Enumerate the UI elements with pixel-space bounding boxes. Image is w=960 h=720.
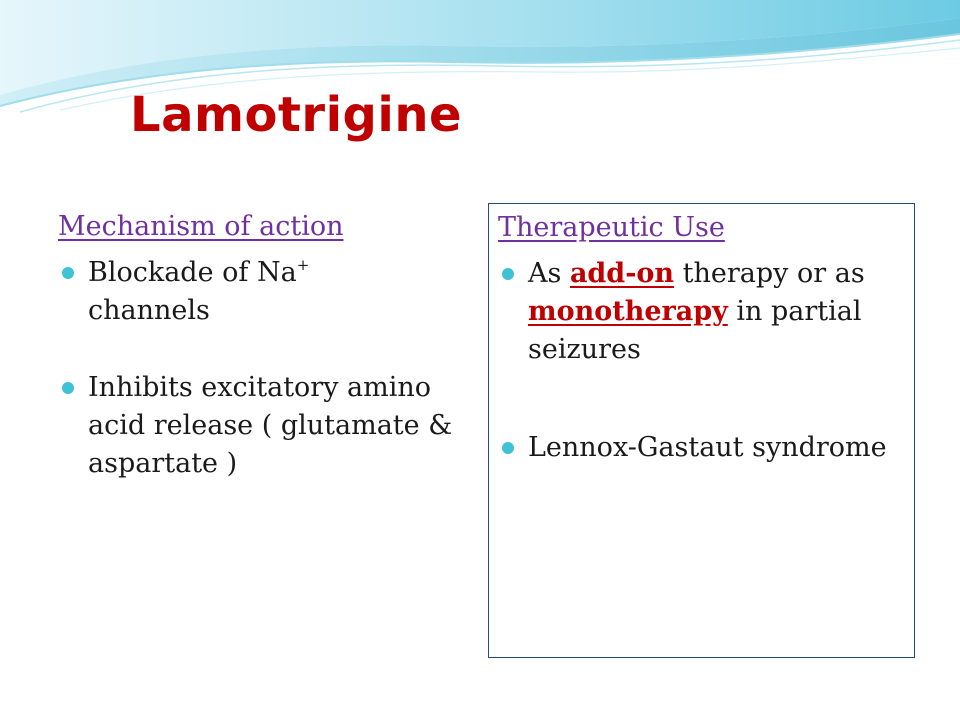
mechanism-item-1-continuation: channels bbox=[88, 295, 210, 326]
mechanism-list bbox=[58, 254, 473, 483]
therapeutic-use-box bbox=[488, 203, 915, 658]
therapeutic-item-1-part2: therapy or as bbox=[674, 258, 865, 289]
list-item bbox=[498, 429, 907, 467]
sodium-charge-superscript: + bbox=[296, 256, 310, 274]
add-on-highlight: add-on bbox=[569, 258, 675, 289]
therapeutic-item-1-part1: As bbox=[528, 258, 570, 289]
bullet-dot-icon bbox=[62, 267, 74, 279]
list-item bbox=[58, 254, 473, 330]
therapeutic-item-2-text: Lennox-Gastaut syndrome bbox=[528, 432, 887, 463]
mechanism-item-2-text: Inhibits excitatory amino acid release ( glutamate & aspartate ) bbox=[88, 372, 453, 479]
bullet-dot-icon bbox=[62, 382, 74, 394]
therapeutic-item-1-part3: in partial seizures bbox=[528, 296, 862, 365]
slide-title: Lamotrigine bbox=[130, 87, 463, 143]
monotherapy-highlight: monotherapy bbox=[528, 296, 728, 327]
list-item bbox=[498, 255, 907, 369]
bullet-dot-icon bbox=[502, 442, 514, 454]
mechanism-column bbox=[58, 203, 473, 483]
mechanism-item-1-text: Blockade of Na bbox=[88, 257, 297, 288]
therapeutic-heading: Therapeutic Use bbox=[498, 212, 725, 243]
therapeutic-list bbox=[498, 255, 907, 467]
bullet-dot-icon bbox=[502, 268, 514, 280]
list-item bbox=[58, 369, 473, 483]
mechanism-heading: Mechanism of action bbox=[58, 211, 344, 242]
